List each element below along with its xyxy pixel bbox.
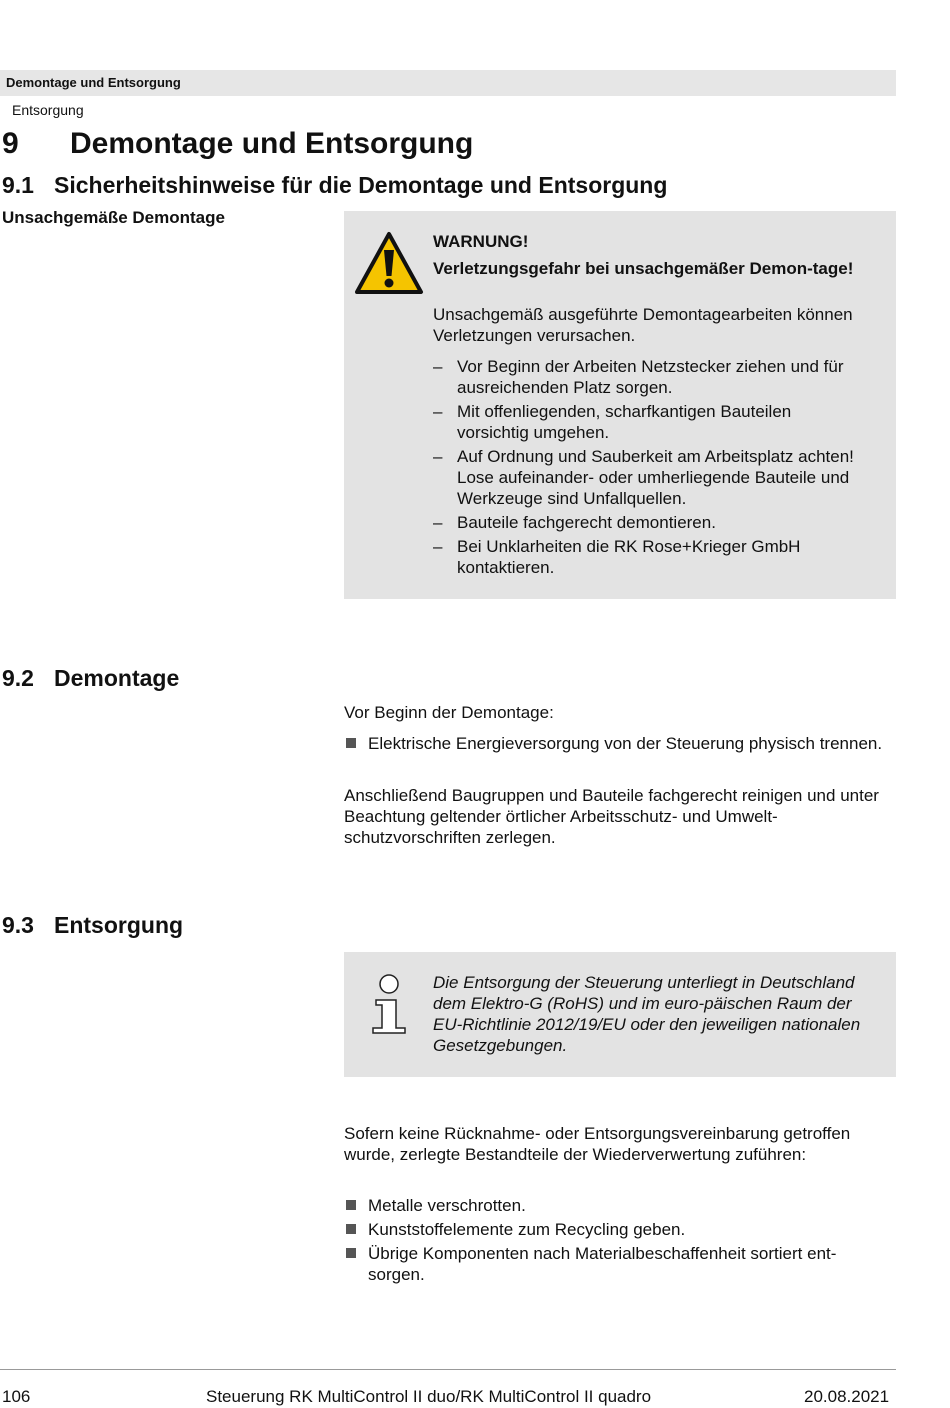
entsorgung-list: [344, 1195, 889, 1288]
list-item-text: Kunststoffelemente zum Recycling geben.: [368, 1220, 686, 1239]
list-item-text: Elektrische Energieversorgung von der Steuerung physisch trennen.: [368, 734, 883, 753]
info-text: Die Entsorgung der Steuerung unterliegt in Deutschland dem Elektro-G (RoHS) und im euro-päischen Raum der EU-Richtlinie 2012/19/EU oder den jeweiligen nationalen Gesetzgebungen.: [433, 973, 861, 1055]
warning-measures-list: [433, 356, 863, 581]
square-bullet-icon: [346, 1200, 356, 1210]
list-item: [344, 1243, 889, 1285]
page-number: 106: [2, 1387, 31, 1406]
list-item: – Bauteile fachgerecht demontieren.: [433, 512, 863, 533]
square-bullet-icon: [346, 1224, 356, 1234]
section-number: 9.3: [2, 912, 34, 938]
warning-body: Unsachgemäß ausgeführte Demontagearbeiten können Verletzungen verursachen.: [433, 305, 853, 345]
chapter-heading: [2, 127, 473, 161]
section-title: Demontage: [54, 665, 180, 691]
list-item: – Auf Ordnung und Sauberkeit am Arbeitsplatz achten! Lose aufeinander- oder umherliegende Bauteile und Werkzeuge sind Unfallquellen.: [433, 446, 863, 509]
section-9-3-heading: [2, 912, 183, 939]
list-item-text: Metalle verschrotten.: [368, 1196, 526, 1215]
warning-triangle-icon: [353, 230, 425, 296]
list-item: [344, 1195, 889, 1216]
section-title: Sicherheitshinweise für die Demontage und Entsorgung: [54, 172, 668, 198]
section-number: 9.1: [2, 172, 34, 198]
section-9-2-heading: [2, 665, 179, 692]
list-item: [344, 1219, 889, 1240]
list-item: – Bei Unklarheiten die RK Rose+Krieger GmbH kontaktieren.: [433, 536, 863, 578]
footer-document-title: Steuerung RK MultiControl II duo/RK MultiControl II quadro: [206, 1387, 652, 1406]
section-number: 9.2: [2, 665, 34, 691]
square-bullet-icon: [346, 1248, 356, 1258]
list-item: – Mit offenliegenden, scharfkantigen Bauteilen vorsichtig umgehen.: [433, 401, 863, 443]
list-item: [344, 733, 889, 754]
square-bullet-icon: [346, 738, 356, 748]
section-title: Entsorgung: [54, 912, 184, 938]
list-item: – Vor Beginn der Arbeiten Netzstecker ziehen und für ausreichenden Platz sorgen.: [433, 356, 863, 398]
footer-divider: [0, 1369, 896, 1370]
demontage-paragraph: Anschließend Baugruppen und Bauteile fachgerecht reinigen und unter Beachtung geltender örtlicher Arbeitsschutz- und Umwelt-schutzvorschriften zerlegen.: [344, 786, 879, 847]
chapter-number: 9: [2, 127, 19, 160]
entsorgung-paragraph: Sofern keine Rücknahme- oder Entsorgungsvereinbarung getroffen wurde, zerlegte Bestandteile der Wiederverwertung zuführen:: [344, 1124, 851, 1164]
info-icon: [370, 972, 410, 1034]
section-9-1-heading: [2, 172, 667, 199]
chapter-title: Demontage und Entsorgung: [70, 127, 474, 160]
running-header-title: Demontage und Entsorgung: [6, 75, 181, 90]
demontage-intro: Vor Beginn der Demontage:: [344, 703, 554, 722]
footer-date: 20.08.2021: [804, 1387, 890, 1406]
demontage-list: [344, 733, 889, 757]
warning-subtitle: Verletzungsgefahr bei unsachgemäßer Demon-tage!: [433, 259, 854, 278]
list-item-text: Übrige Komponenten nach Materialbeschaffenheit sortiert ent-sorgen.: [368, 1244, 837, 1284]
running-header-subtitle: Entsorgung: [12, 102, 84, 118]
side-heading: Unsachgemäße Demontage: [2, 208, 225, 227]
running-header-bar: [0, 70, 896, 96]
warning-signal-word: WARNUNG!: [433, 232, 529, 251]
